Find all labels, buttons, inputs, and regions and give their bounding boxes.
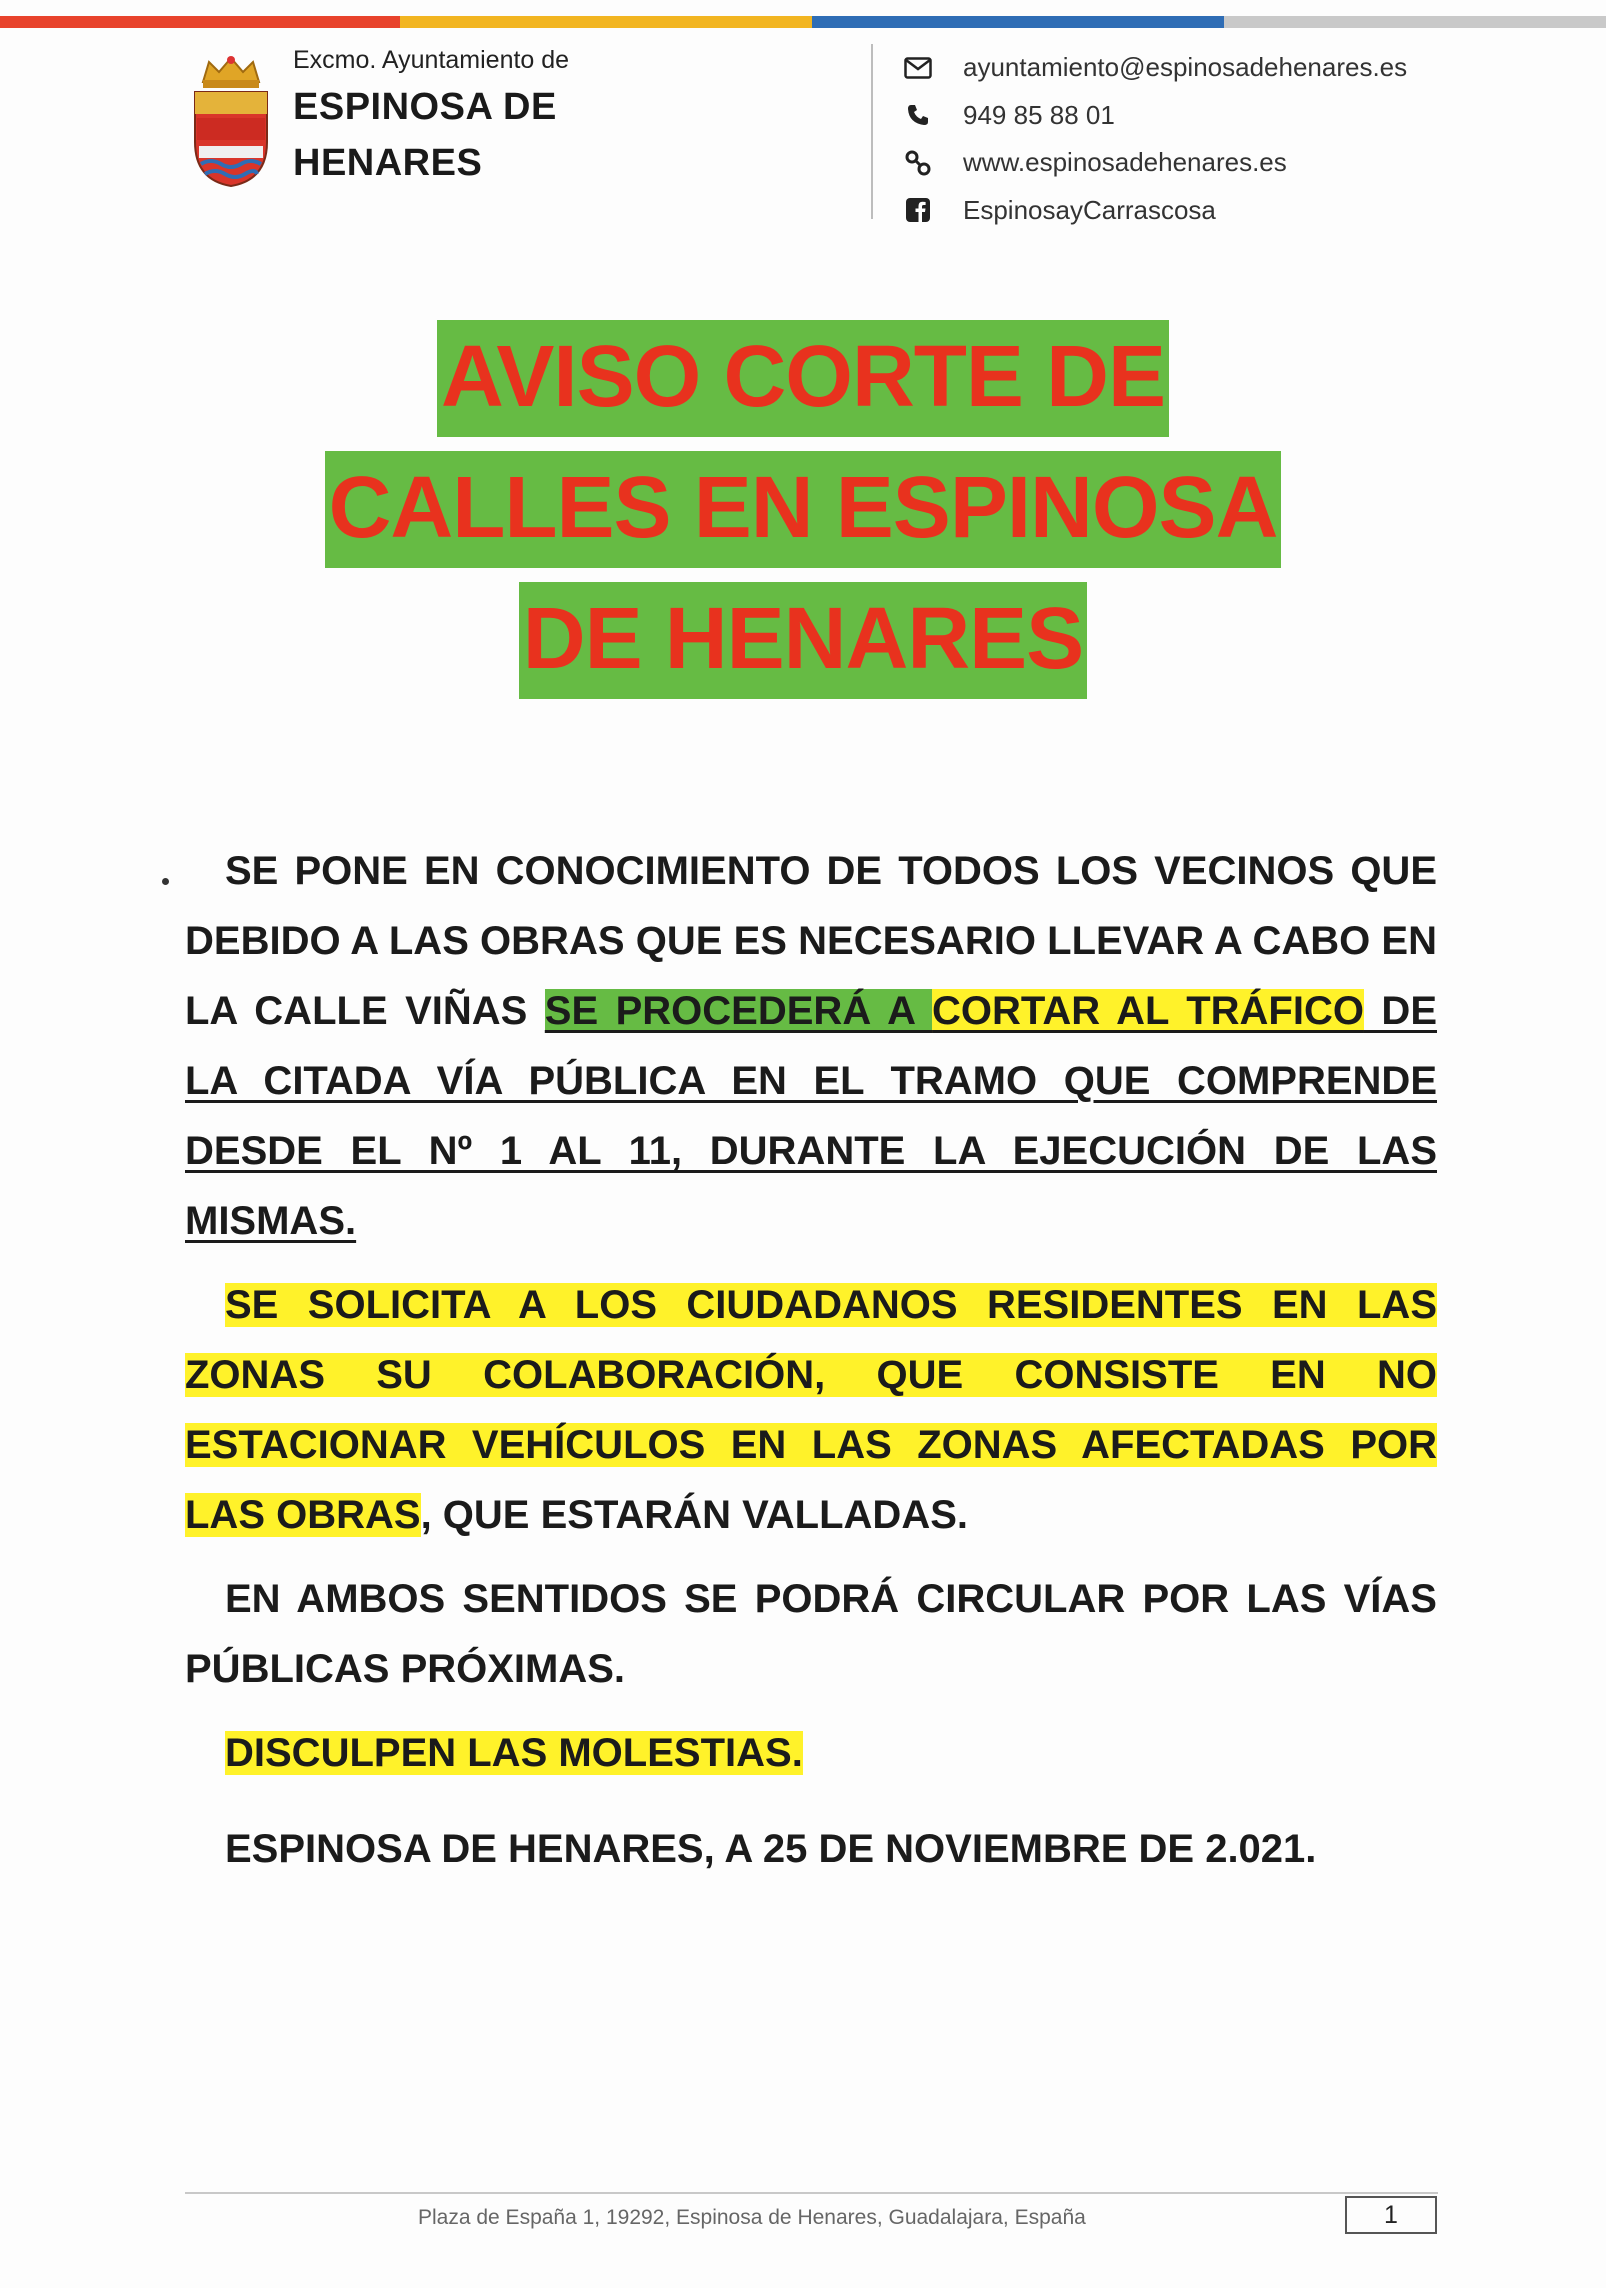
coat-of-arms-icon xyxy=(191,54,271,189)
facebook-icon xyxy=(903,195,933,225)
title-line-1: AVISO CORTE DE xyxy=(437,320,1169,437)
p1-highlight-green: SE PROCEDERÁ A xyxy=(544,989,933,1033)
notice-title xyxy=(0,320,1606,699)
org-name-line1: ESPINOSA DE xyxy=(293,86,557,128)
contact-email[interactable] xyxy=(903,44,1407,92)
p1-underlined-text: DE LA CITADA VÍA PÚBLICA EN EL TRAMO QUE COMPRENDE DESDE EL Nº 1 AL 11, DURANTE LA EJECUCIÓN DE LAS MISMAS. xyxy=(185,989,1437,1243)
phone-icon xyxy=(903,100,933,130)
org-name-line2: HENARES xyxy=(293,142,483,184)
top-color-bar xyxy=(0,16,1606,28)
stray-dot xyxy=(162,878,169,885)
notice-body xyxy=(185,836,1437,1884)
p2-highlight-yellow: SE SOLICITA A LOS CIUDADANOS RESIDENTES EN LAS ZONAS SU COLABORACIÓN, QUE CONSISTE EN NO ESTACIONAR VEHÍCULOS EN LAS ZONAS AFECTADAS POR LAS OBRAS xyxy=(185,1283,1437,1537)
contact-email-text: ayuntamiento@espinosadehenares.es xyxy=(963,52,1408,83)
org-prefix: Excmo. Ayuntamiento de xyxy=(293,46,570,74)
contact-phone-text: 949 85 88 01 xyxy=(963,99,1115,130)
paragraph-circulation: EN AMBOS SENTIDOS SE PODRÁ CIRCULAR POR LAS VÍAS PÚBLICAS PRÓXIMAS. xyxy=(185,1577,1437,1691)
contact-facebook[interactable] xyxy=(903,187,1407,235)
topbar-segment-grey xyxy=(1224,16,1606,28)
link-icon xyxy=(903,148,933,178)
header-divider xyxy=(871,44,873,219)
letterhead xyxy=(185,44,1445,224)
contact-list xyxy=(903,44,1407,234)
title-line-3: DE HENARES xyxy=(519,582,1087,699)
p1-highlight-yellow: CORTAR AL TRÁFICO xyxy=(932,989,1364,1033)
apology-highlight: DISCULPEN LAS MOLESTIAS. xyxy=(225,1731,803,1775)
topbar-segment-blue xyxy=(812,16,1224,28)
contact-website[interactable] xyxy=(903,139,1407,187)
paragraph-date: ESPINOSA DE HENARES, A 25 DE NOVIEMBRE DE 2.021. xyxy=(225,1827,1317,1871)
p1-text-a: SE PONE EN CONOCIMIENTO DE TODOS LOS VECINOS QUE DEBIDO A LAS OBRAS QUE ES NECESARIO LLEVAR A CABO EN LA CALLE VIÑAS xyxy=(185,849,1437,1033)
topbar-segment-red xyxy=(0,16,400,28)
contact-website-text: www.espinosadehenares.es xyxy=(963,147,1287,178)
topbar-segment-yellow xyxy=(400,16,812,28)
title-line-2: CALLES EN ESPINOSA xyxy=(325,451,1282,568)
footer-divider xyxy=(185,2192,1438,2194)
paragraph-street-closure xyxy=(185,836,1437,1256)
page-number: 1 xyxy=(1345,2196,1437,2234)
contact-facebook-text: EspinosayCarrascosa xyxy=(963,194,1216,225)
paragraph-apology xyxy=(185,1718,1437,1788)
footer-address: Plaza de España 1, 19292, Espinosa de Henares, Guadalajara, España xyxy=(418,2206,1086,2229)
p2-text-b: , QUE ESTARÁN VALLADAS. xyxy=(420,1493,968,1537)
paragraph-parking-request xyxy=(185,1270,1437,1550)
mail-icon xyxy=(903,53,933,83)
contact-phone[interactable] xyxy=(903,92,1407,140)
